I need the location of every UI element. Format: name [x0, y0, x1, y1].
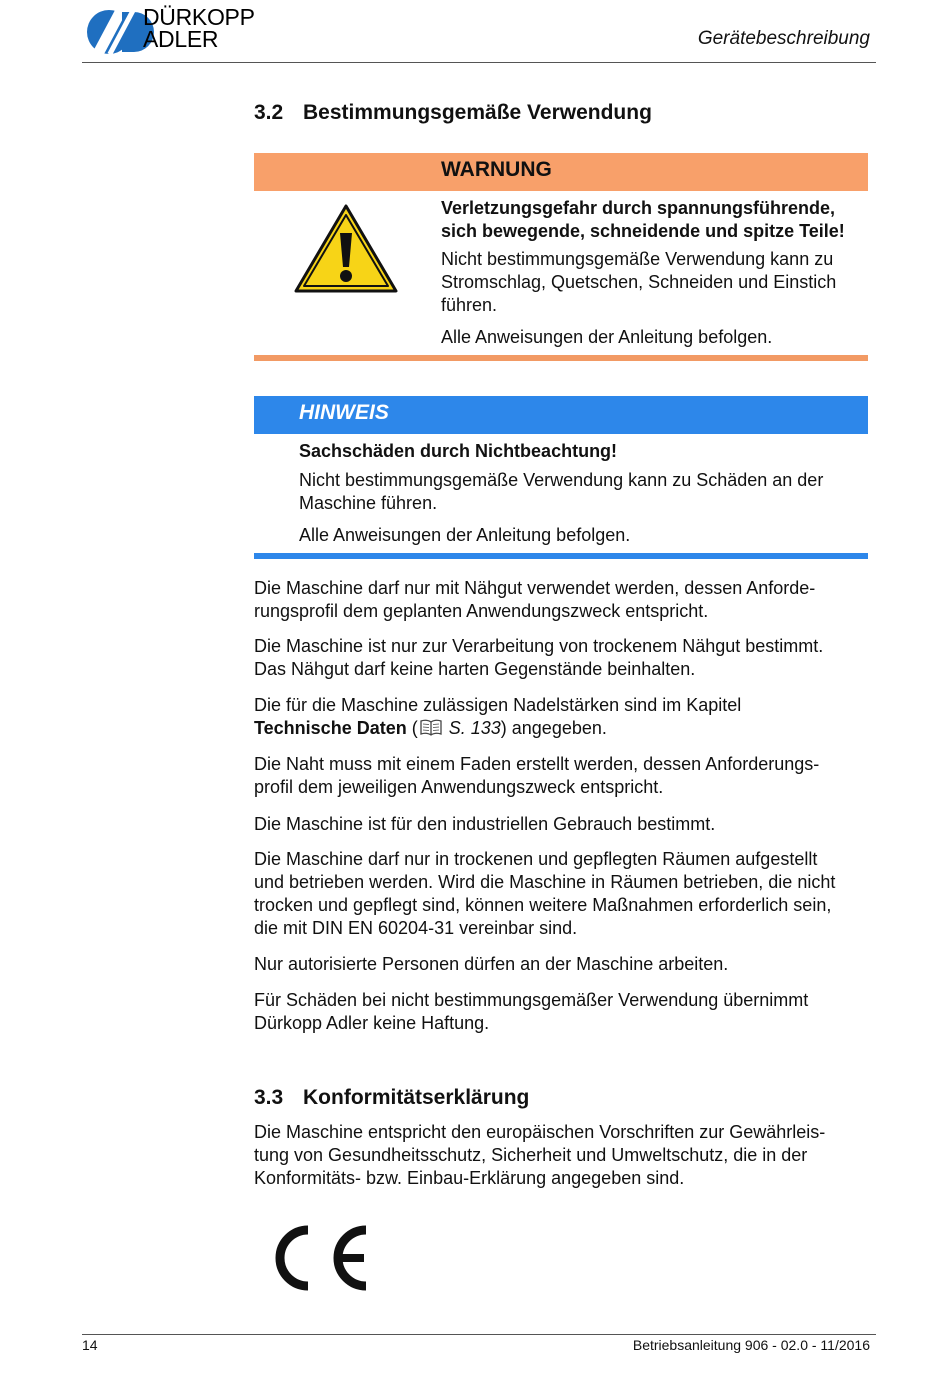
warning-body-line: Stromschlag, Quetschen, Schneiden und Einstich [441, 272, 837, 292]
notice-body-line: Nicht bestimmungsgemäße Verwendung kann zu Schäden an der [299, 470, 824, 490]
paragraph-line: Konformitäts- bzw. Einbau-Erklärung angegeben sind. [254, 1168, 685, 1188]
paragraph-line: Die Maschine darf nur mit Nähgut verwendet werden, dessen Anforde- [254, 578, 816, 598]
notice-body-line: Maschine führen. [299, 493, 438, 513]
brand-name [143, 6, 255, 50]
warning-bottom-rule [254, 355, 868, 361]
warning-label: WARNUNG [441, 158, 552, 181]
page-number: 14 [82, 1337, 98, 1353]
paragraph [254, 813, 874, 836]
paragraph-line: Nur autorisierte Personen dürfen an der Maschine arbeiten. [254, 954, 729, 974]
book-icon [420, 719, 442, 736]
warning-headline-line: sich bewegende, schneidende und spitze Teile! [441, 221, 845, 241]
paragraph [254, 848, 874, 940]
section-heading-3-2 [254, 101, 652, 125]
brand-line-2: ADLER [143, 26, 219, 52]
section-title: Konformitätserklärung [303, 1086, 530, 1109]
paragraph-line: Die Maschine entspricht den europäischen Vorschriften zur Gewährleis- [254, 1122, 826, 1142]
paragraph-line: Das Nähgut darf keine harten Gegenstände beinhalten. [254, 659, 696, 679]
section-number: 3.3 [254, 1086, 284, 1109]
section-title: Bestimmungsgemäße Verwendung [303, 101, 652, 124]
section-heading-3-3 [254, 1086, 529, 1110]
paragraph [254, 753, 874, 799]
paragraph [254, 989, 874, 1035]
ce-mark-icon [270, 1222, 370, 1294]
paragraph-line: und betrieben werden. Wird die Maschine in Räumen betrieben, die nicht [254, 872, 836, 892]
notice-label: HINWEIS [299, 401, 389, 424]
warning-body-line: Nicht bestimmungsgemäße Verwendung kann zu [441, 249, 834, 269]
notice-bottom-rule [254, 553, 868, 559]
paragraph [254, 635, 874, 681]
paragraph-line: Die Naht muss mit einem Faden erstellt werden, dessen Anforderungs- [254, 754, 820, 774]
header-divider [82, 62, 876, 63]
warning-body [441, 248, 871, 317]
paragraph-line: Die Maschine ist für den industriellen Gebrauch bestimmt. [254, 814, 716, 834]
paragraph-line: Dürkopp Adler keine Haftung. [254, 1013, 490, 1033]
paragraph-line: Die Maschine darf nur in trockenen und gepflegten Räumen aufgestellt [254, 849, 818, 869]
paragraph-line: Die Maschine ist nur zur Verarbeitung von trockenem Nähgut bestimmt. [254, 636, 824, 656]
warning-headline [441, 197, 871, 243]
warning-header-bar [254, 153, 868, 191]
paragraph [254, 694, 874, 740]
header-section-title: Gerätebeschreibung [697, 28, 870, 49]
brand-line-1: DÜRKOPP [143, 4, 255, 30]
paragraph [254, 953, 874, 976]
paragraph-line: profil dem jeweiligen Anwendungszweck entspricht. [254, 777, 664, 797]
reference-close: ) angegeben. [500, 718, 607, 738]
paragraph-line: trocken und gepflegt sind, können weitere Maßnahmen erforderlich sein, [254, 895, 832, 915]
document-info: Betriebsanleitung 906 - 02.0 - 11/2016 [632, 1337, 870, 1353]
warning-body-line: führen. [441, 295, 498, 315]
page-reference-link[interactable]: S. 133 [448, 718, 501, 738]
paragraph-line: die mit DIN EN 60204-31 vereinbar sind. [254, 918, 578, 938]
paragraph-line: rungsprofil dem geplanten Anwendungszweck entspricht. [254, 601, 709, 621]
chapter-reference: Technische Daten [254, 718, 407, 738]
paragraph-line [254, 717, 874, 740]
notice-body [299, 469, 869, 515]
warning-headline-line: Verletzungsgefahr durch spannungsführende, [441, 198, 836, 218]
reference-open: ( [406, 718, 418, 738]
paragraph [254, 577, 874, 623]
paragraph-line: Für Schäden bei nicht bestimmungsgemäßer Verwendung übernimmt [254, 990, 809, 1010]
paragraph [254, 1121, 874, 1190]
warning-instruction: Alle Anweisungen der Anleitung befolgen. [441, 327, 773, 347]
warning-triangle-icon [292, 203, 400, 295]
section-number: 3.2 [254, 101, 284, 124]
footer-divider [82, 1334, 876, 1335]
paragraph-line: Die für die Maschine zulässigen Nadelstärken sind im Kapitel [254, 695, 742, 715]
notice-headline: Sachschäden durch Nichtbeachtung! [299, 441, 618, 461]
notice-instruction: Alle Anweisungen der Anleitung befolgen. [299, 525, 631, 545]
paragraph-line: tung von Gesundheitsschutz, Sicherheit und Umweltschutz, die in der [254, 1145, 808, 1165]
